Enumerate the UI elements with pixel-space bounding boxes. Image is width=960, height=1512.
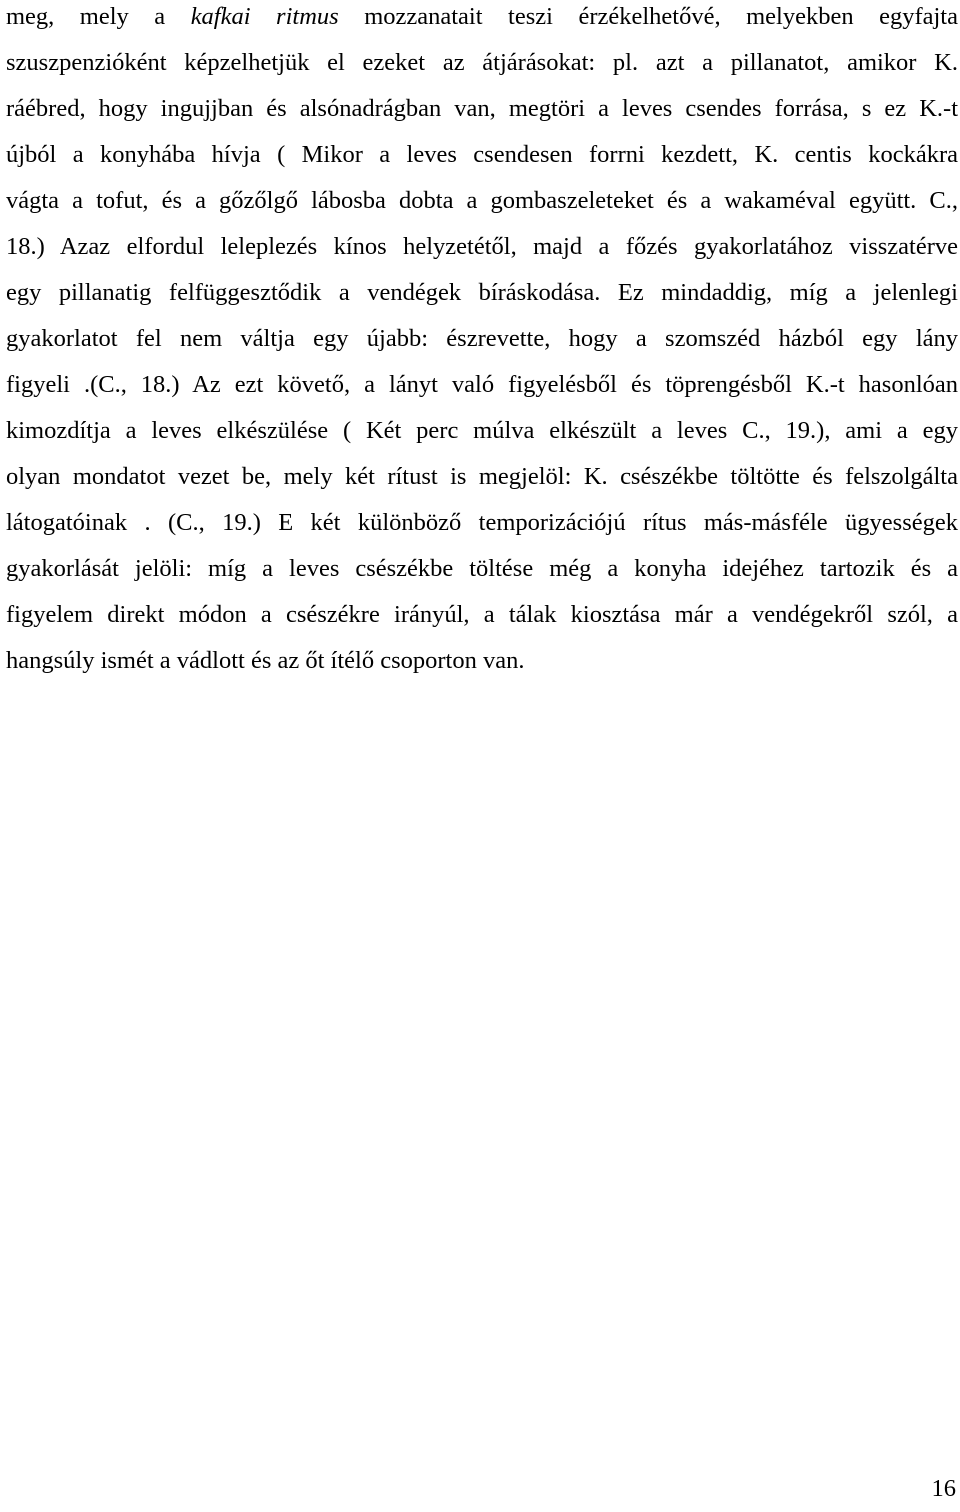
page-number: 16 bbox=[931, 1475, 956, 1502]
text-segment: mozzanatait teszi érzékelhetővé, melyekben egyfajta bbox=[338, 3, 958, 30]
text-segment: meg, mely a bbox=[6, 3, 191, 30]
text-line: kimozdítja a leves elkészülése ( Két perc múlva elkészült a leves C., 19.), ami a egy bbox=[6, 417, 958, 444]
text-line: figyelem direkt módon a csészékre irányúl, a tálak kiosztása már a vendégekről szól, a bbox=[6, 601, 958, 628]
text-line: gyakorlását jelöli: míg a leves csészékbe töltése még a konyha idejéhez tartozik és a bbox=[6, 555, 958, 582]
text-line: figyeli .(C., 18.) Az ezt követő, a lányt való figyelésből és töprengésből K.-t hasonlóan bbox=[6, 371, 958, 398]
text-line: egy pillanatig felfüggesztődik a vendégek bíráskodása. Ez mindaddig, míg a jelenlegi bbox=[6, 279, 958, 306]
text-line: látogatóinak . (C., 19.) E két különböző temporizációjú rítus más-másféle ügyességek bbox=[6, 509, 958, 536]
text-line: olyan mondatot vezet be, mely két rítust is megjelöl: K. csészékbe töltötte és felszolgálta bbox=[6, 463, 958, 490]
text-line: hangsúly ismét a vádlott és az őt ítélő csoporton van. bbox=[6, 647, 525, 674]
text-line: vágta a tofut, és a gőzőlgő lábosba dobta a gombaszeleteket és a wakaméval együtt. C., bbox=[6, 187, 958, 214]
text-line: ráébred, hogy ingujjban és alsónadrágban van, megtöri a leves csendes forrása, s ez K.-t bbox=[6, 95, 958, 122]
text-line: szuszpenzióként képzelhetjük el ezeket az átjárásokat: pl. azt a pillanatot, amikor K. bbox=[6, 49, 958, 76]
text-line: 18.) Azaz elfordul leleplezés kínos helyzetétől, majd a főzés gyakorlatához visszatérve bbox=[6, 233, 958, 260]
text-line bbox=[6, 0, 958, 40]
text-line: gyakorlatot fel nem váltja egy újabb: észrevette, hogy a szomszéd házból egy lány bbox=[6, 325, 958, 352]
text-line: újból a konyhába hívja ( Mikor a leves csendesen forrni kezdett, K. centis kockákra bbox=[6, 141, 958, 168]
body-paragraph bbox=[6, 0, 958, 684]
italic-phrase: kafkai ritmus bbox=[190, 3, 339, 30]
